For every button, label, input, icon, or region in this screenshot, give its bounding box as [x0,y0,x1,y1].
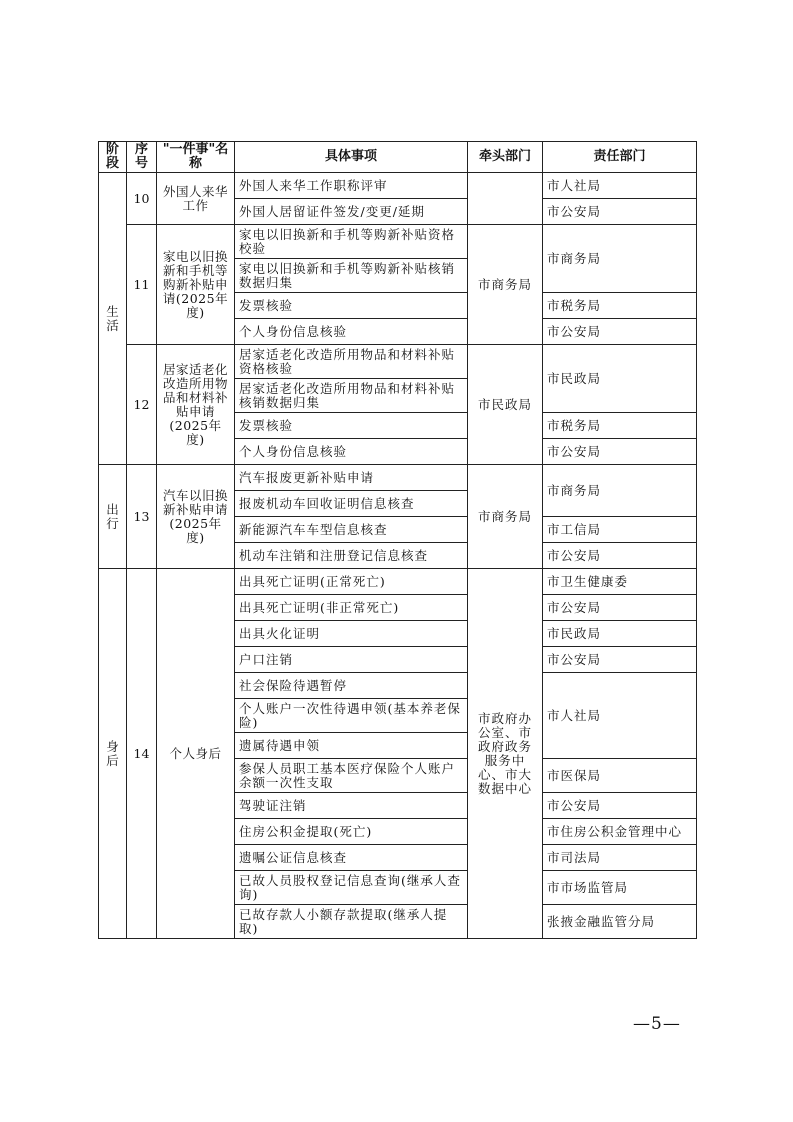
item-cell: 新能源汽车车型信息核查 [235,517,468,543]
dept-cell: 市公安局 [543,793,697,819]
dept-cell: 市人社局 [543,173,697,199]
dept-cell: 市公安局 [543,595,697,621]
item-cell: 遗属待遇申领 [235,733,468,759]
item-cell: 居家适老化改造所用物品和材料补贴核销数据归集 [235,379,468,413]
dept-cell: 市医保局 [543,759,697,793]
item-cell: 户口注销 [235,647,468,673]
dept-cell: 市工信局 [543,517,697,543]
table-row [99,465,697,491]
stage-cell: 身后 [99,569,127,939]
lead-dept-cell [468,173,543,225]
matters-table [98,141,697,939]
item-cell: 住房公积金提取(死亡) [235,819,468,845]
number-cell: 12 [127,345,157,465]
header-stage: 阶段 [99,142,127,173]
page-number: —5— [633,1014,681,1034]
item-cell: 驾驶证注销 [235,793,468,819]
number-cell: 13 [127,465,157,569]
dept-cell: 市司法局 [543,845,697,871]
dept-cell: 市税务局 [543,413,697,439]
item-cell: 发票核验 [235,293,468,319]
item-cell: 社会保险待遇暂停 [235,673,468,699]
dept-cell: 市市场监管局 [543,871,697,905]
number-cell: 14 [127,569,157,939]
header-dept: 责任部门 [543,142,697,173]
item-cell: 个人身份信息核验 [235,319,468,345]
item-cell: 外国人居留证件签发/变更/延期 [235,199,468,225]
stage-cell: 生活 [99,173,127,465]
number-cell: 11 [127,225,157,345]
item-cell: 个人身份信息核验 [235,439,468,465]
dept-cell: 市人社局 [543,673,697,759]
number-cell: 10 [127,173,157,225]
matter-name-cell: 汽车以旧换新补贴申请(2025年度) [157,465,235,569]
lead-dept-cell: 市商务局 [468,225,543,345]
header-name: "一件事"名称 [157,142,235,173]
stage-cell: 出行 [99,465,127,569]
matter-name-cell: 居家适老化改造所用物品和材料补贴申请(2025年度) [157,345,235,465]
dept-cell: 市公安局 [543,319,697,345]
table-row [99,225,697,259]
item-cell: 出具死亡证明(正常死亡) [235,569,468,595]
header-item: 具体事项 [235,142,468,173]
item-cell: 居家适老化改造所用物品和材料补贴资格核验 [235,345,468,379]
header-lead: 牵头部门 [468,142,543,173]
dept-cell: 市公安局 [543,543,697,569]
item-cell: 机动车注销和注册登记信息核查 [235,543,468,569]
dept-cell: 市民政局 [543,345,697,413]
item-cell: 报废机动车回收证明信息核查 [235,491,468,517]
item-cell: 参保人员职工基本医疗保险个人账户余额一次性支取 [235,759,468,793]
table-header-row [99,142,697,173]
item-cell: 家电以旧换新和手机等购新补贴核销数据归集 [235,259,468,293]
table-row [99,345,697,379]
dept-cell: 市商务局 [543,225,697,293]
matter-name-cell: 家电以旧换新和手机等购新补贴申请(2025年度) [157,225,235,345]
lead-dept-cell: 市商务局 [468,465,543,569]
table-row [99,569,697,595]
matter-name-cell: 个人身后 [157,569,235,939]
item-cell: 汽车报废更新补贴申请 [235,465,468,491]
dept-cell: 市卫生健康委 [543,569,697,595]
dept-cell: 市商务局 [543,465,697,517]
item-cell: 家电以旧换新和手机等购新补贴资格校验 [235,225,468,259]
dept-cell: 市公安局 [543,439,697,465]
item-cell: 外国人来华工作职称评审 [235,173,468,199]
item-cell: 遗嘱公证信息核查 [235,845,468,871]
header-no: 序号 [127,142,157,173]
dept-cell: 张掖金融监管分局 [543,905,697,939]
dept-cell: 市住房公积金管理中心 [543,819,697,845]
dept-cell: 市公安局 [543,199,697,225]
item-cell: 已故人员股权登记信息查询(继承人查询) [235,871,468,905]
lead-dept-cell: 市民政局 [468,345,543,465]
table-row [99,173,697,199]
dept-cell: 市民政局 [543,621,697,647]
item-cell: 发票核验 [235,413,468,439]
matter-name-cell: 外国人来华工作 [157,173,235,225]
item-cell: 出具死亡证明(非正常死亡) [235,595,468,621]
lead-dept-cell: 市政府办公室、市政府政务服务中心、市大数据中心 [468,569,543,939]
item-cell: 已故存款人小额存款提取(继承人提取) [235,905,468,939]
dept-cell: 市税务局 [543,293,697,319]
item-cell: 个人账户一次性待遇申领(基本养老保险) [235,699,468,733]
item-cell: 出具火化证明 [235,621,468,647]
dept-cell: 市公安局 [543,647,697,673]
